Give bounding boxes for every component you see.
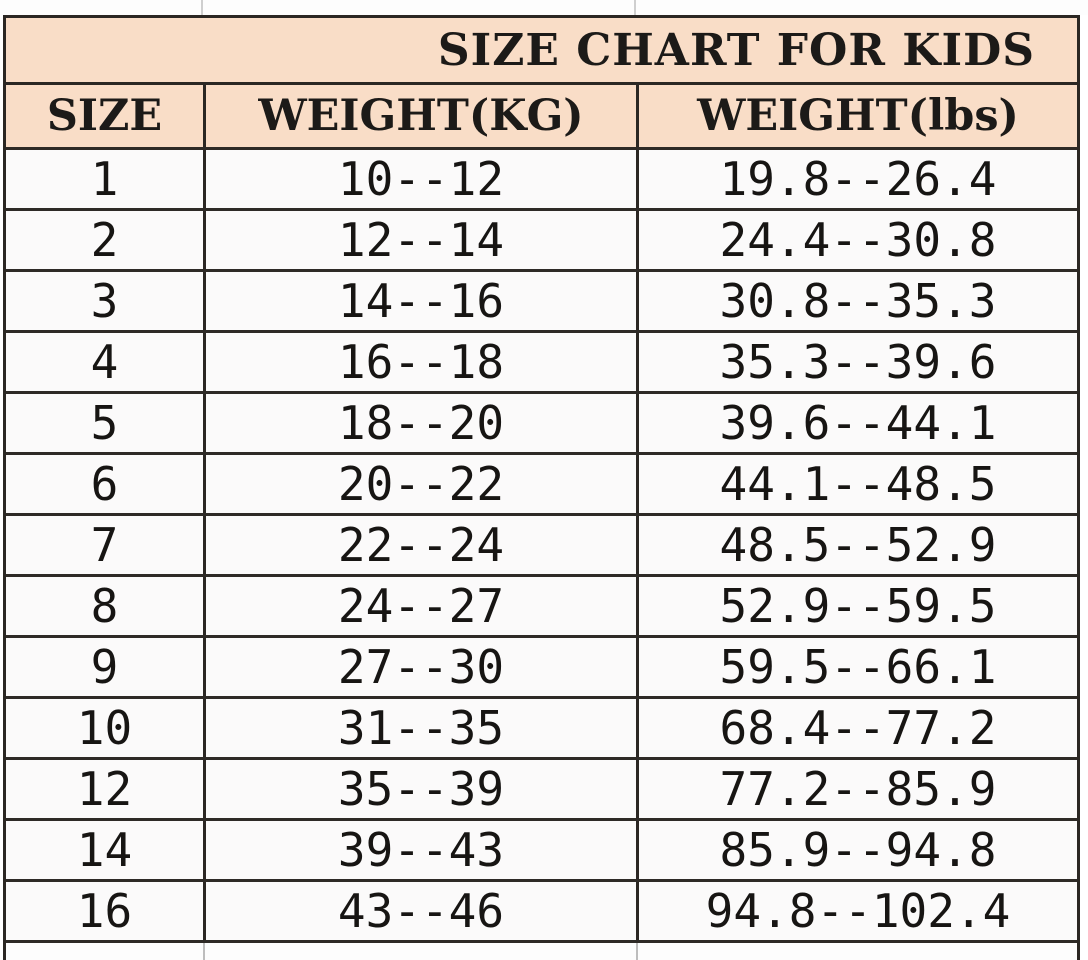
- table-row: [6, 696, 1077, 757]
- weight-lbs-cell: 19.8--26.4: [636, 150, 1077, 208]
- weight-kg-cell: 27--30: [203, 638, 636, 696]
- size-cell: 1: [90, 152, 119, 206]
- size-cell: 16: [76, 884, 133, 938]
- table-row: [6, 330, 1077, 391]
- weight-lbs-cell: 94.8--102.4: [636, 882, 1077, 940]
- size-cell: 3: [90, 274, 119, 328]
- weight-lbs-cell: 59.5--66.1: [636, 638, 1077, 696]
- weight-kg-cell: 10--12: [203, 150, 636, 208]
- weight-lbs-cell: 44.1--48.5: [636, 455, 1077, 513]
- weight-kg-cell: 18--20: [203, 394, 636, 452]
- weight-lbs-cell: 24.4--30.8: [636, 211, 1077, 269]
- size-cell: 9: [90, 640, 119, 694]
- top-margin-strip: [0, 0, 1088, 15]
- weight-kg-cell: 31--35: [203, 699, 636, 757]
- weight-kg-cell: 43--46: [203, 882, 636, 940]
- weight-lbs-cell: 85.9--94.8: [636, 821, 1077, 879]
- table-row: [6, 391, 1077, 452]
- weight-kg-cell: 16--18: [203, 333, 636, 391]
- column-divider-ghost: [634, 0, 636, 15]
- weight-kg-cell: 24--27: [203, 577, 636, 635]
- weight-lbs-cell: 35.3--39.6: [636, 333, 1077, 391]
- size-cell: 4: [90, 335, 119, 389]
- weight-kg-cell: 14--16: [203, 272, 636, 330]
- table-row: [6, 757, 1077, 818]
- weight-kg-cell: 22--24: [203, 516, 636, 574]
- weight-kg-cell: 39--43: [203, 821, 636, 879]
- table-row: [6, 208, 1077, 269]
- weight-lbs-cell: 48.5--52.9: [636, 516, 1077, 574]
- table-body: [6, 147, 1077, 940]
- size-cell: 6: [90, 457, 119, 511]
- table-row: [6, 452, 1077, 513]
- table-row: [6, 513, 1077, 574]
- weight-lbs-cell: 68.4--77.2: [636, 699, 1077, 757]
- size-cell: 12: [76, 762, 133, 816]
- cropped-empty-row: [6, 940, 1077, 960]
- weight-kg-cell: 35--39: [203, 760, 636, 818]
- size-cell: 10: [76, 701, 133, 755]
- weight-lbs-cell: 39.6--44.1: [636, 394, 1077, 452]
- table-row: [6, 147, 1077, 208]
- table-row: [6, 818, 1077, 879]
- weight-kg-cell: 20--22: [203, 455, 636, 513]
- table-row: [6, 574, 1077, 635]
- weight-lbs-cell: 30.8--35.3: [636, 272, 1077, 330]
- header-weight-kg: WEIGHT(KG): [203, 85, 636, 147]
- size-chart-table: [3, 15, 1080, 960]
- column-divider-ghost: [201, 0, 203, 15]
- size-cell: 7: [90, 518, 119, 572]
- table-header-row: [6, 82, 1077, 147]
- table-title: SIZE CHART FOR KIDS: [6, 18, 1077, 82]
- weight-lbs-cell: 52.9--59.5: [636, 577, 1077, 635]
- weight-kg-cell: 12--14: [203, 211, 636, 269]
- table-row: [6, 879, 1077, 940]
- table-row: [6, 269, 1077, 330]
- weight-lbs-cell: 77.2--85.9: [636, 760, 1077, 818]
- size-cell: 8: [90, 579, 119, 633]
- header-weight-lbs: WEIGHT(lbs): [636, 85, 1077, 147]
- header-size: SIZE: [46, 91, 163, 141]
- table-row: [6, 635, 1077, 696]
- size-cell: 14: [76, 823, 133, 877]
- size-cell: 2: [90, 213, 119, 267]
- size-cell: 5: [90, 396, 119, 450]
